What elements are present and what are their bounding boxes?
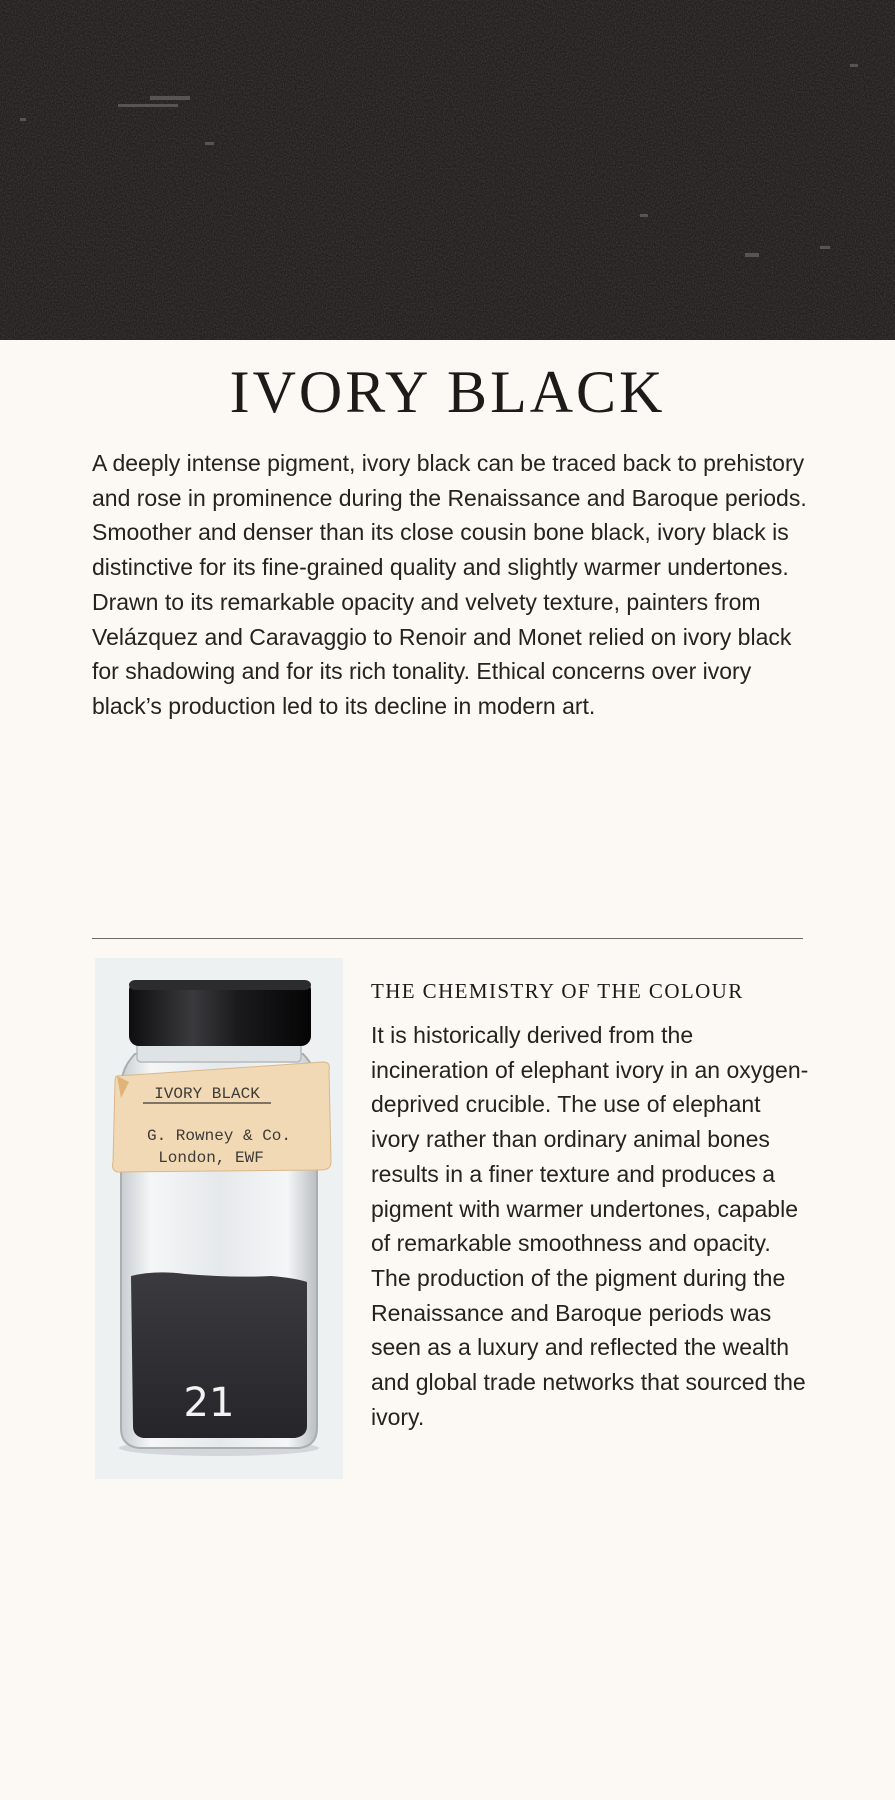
label-location: London, EWF bbox=[158, 1149, 264, 1167]
section-heading: THE CHEMISTRY OF THE COLOUR bbox=[371, 979, 744, 1003]
section-divider bbox=[92, 938, 803, 939]
label-title: IVORY BLACK bbox=[154, 1085, 260, 1103]
section-body: It is historically derived from the incineration of elephant ivory in an oxygen-deprived crucible. The use of elephant ivory rather than ordinary animal bones results in a finer texture and produces a pigment with warmer undertones, capable of remarkable smoothness and opacity. The production of the pigment during the Renaissance and Baroque periods was seen as a luxury and reflected the wealth and global trade networks that sourced the ivory. bbox=[371, 1022, 809, 1430]
pigment-texture-image bbox=[0, 0, 895, 340]
intro-paragraph: A deeply intense pigment, ivory black can be traced back to prehistory and rose in prominence during the Renaissance and Baroque periods. Smoother and denser than its close cousin bone black, ivory black is distinctive for its fine-grained quality and slightly warmer undertones. Drawn to its remarkable opacity and velvety texture, painters from Velázquez and Caravaggio to Renoir and Monet relied on ivory black for shadowing and for its rich tonality. Ethical concerns over ivory black’s production led to its decline in modern art. bbox=[92, 450, 807, 719]
label-maker: G. Rowney & Co. bbox=[146, 1127, 292, 1145]
hero-pigment-texture bbox=[0, 0, 895, 340]
pigment-jar-illustration bbox=[95, 958, 343, 1479]
jar-number: 21 bbox=[183, 1380, 235, 1426]
page-title: IVORY BLACK bbox=[229, 359, 666, 425]
ivory-black-jar-photo bbox=[95, 958, 343, 1479]
